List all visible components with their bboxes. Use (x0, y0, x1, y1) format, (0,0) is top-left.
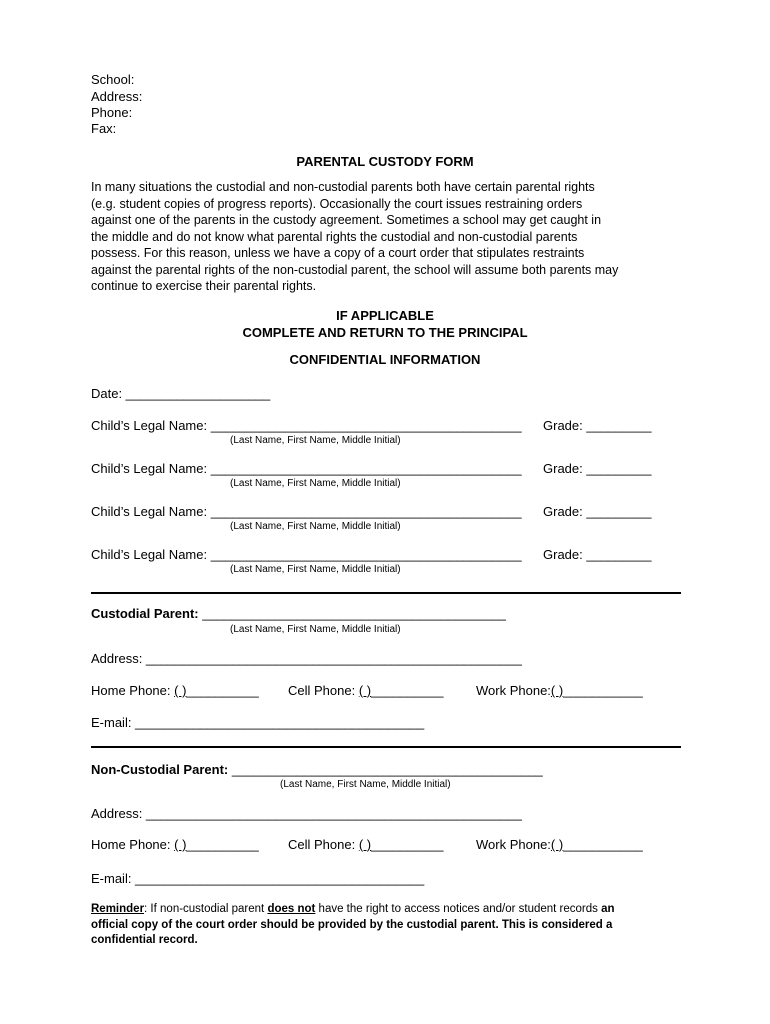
reminder-line-2: official copy of the court order should be provided by the custodial parent. This is considered a (91, 918, 613, 931)
work-phone-area-code[interactable]: ( ) (550, 837, 564, 852)
noncustodial-home-phone-field[interactable] (91, 837, 259, 852)
custodial-parent-line[interactable]: __________________________________________ (202, 606, 506, 621)
reminder-note (91, 902, 681, 949)
reminder-text: : If non-custodial parent (144, 903, 268, 915)
school-label: School: (91, 72, 135, 87)
home-phone-line[interactable]: __________ (186, 683, 259, 698)
work-phone-area-code[interactable]: ( ) (550, 683, 564, 698)
custodial-parent-label: Custodial Parent: (91, 606, 199, 621)
form-title: PARENTAL CUSTODY FORM (296, 154, 474, 169)
noncustodial-work-phone-field[interactable] (476, 837, 643, 852)
custodial-home-phone-field[interactable] (91, 683, 259, 698)
reminder-emphasis: does not (267, 903, 316, 915)
child-grade-field[interactable]: Grade: _________ (543, 504, 652, 519)
intro-paragraph (91, 179, 691, 295)
confidential-heading: CONFIDENTIAL INFORMATION (289, 352, 481, 367)
child-name-hint: (Last Name, First Name, Middle Initial) (230, 564, 401, 575)
reminder-label: Reminder (91, 903, 145, 915)
custodial-cell-phone-field[interactable] (288, 683, 443, 698)
intro-line: (e.g. student copies of progress reports). Occasionally the court issues restraining orders (91, 196, 583, 211)
section-divider (91, 592, 681, 594)
custodial-work-phone-field[interactable] (476, 683, 643, 698)
home-phone-line[interactable]: __________ (186, 837, 259, 852)
noncustodial-parent-row[interactable] (91, 762, 543, 777)
custodial-address-field[interactable]: Address: ____________________________________________________ (91, 651, 522, 666)
child-name-field[interactable]: Child’s Legal Name: ___________________________________________ (91, 418, 522, 433)
work-phone-line[interactable]: ___________ (563, 683, 643, 698)
noncustodial-parent-label: Non-Custodial Parent: (91, 762, 229, 777)
intro-line: against one of the parents in the custody agreement. Sometimes a school may get caught in (91, 213, 602, 227)
date-field[interactable]: Date: ____________________ (91, 386, 271, 401)
custodial-email-field[interactable]: E-mail: ________________________________________ (91, 715, 425, 730)
complete-return-heading: COMPLETE AND RETURN TO THE PRINCIPAL (242, 325, 528, 340)
work-phone-label: Work Phone: (476, 683, 551, 698)
noncustodial-parent-line[interactable]: ___________________________________________ (231, 762, 543, 777)
home-phone-area-code[interactable]: ( ) (174, 683, 187, 698)
child-name-field[interactable]: Child’s Legal Name: ___________________________________________ (91, 461, 522, 476)
section-divider (91, 746, 681, 748)
child-grade-field[interactable]: Grade: _________ (543, 461, 652, 476)
intro-line: continue to exercise their parental rights. (91, 279, 317, 293)
cell-phone-line[interactable]: __________ (371, 683, 444, 698)
intro-line: the middle and do not know what parental rights the custodial and non-custodial parents (91, 229, 578, 244)
child-name-hint: (Last Name, First Name, Middle Initial) (230, 435, 401, 446)
home-phone-label: Home Phone: (91, 683, 171, 698)
noncustodial-email-field[interactable]: E-mail: ________________________________________ (91, 871, 425, 886)
address-label: Address: (91, 89, 143, 104)
work-phone-line[interactable]: ___________ (563, 837, 643, 852)
noncustodial-name-hint: (Last Name, First Name, Middle Initial) (280, 779, 451, 790)
child-name-field[interactable]: Child’s Legal Name: ___________________________________________ (91, 547, 522, 562)
noncustodial-cell-phone-field[interactable] (288, 837, 443, 852)
cell-phone-line[interactable]: __________ (371, 837, 444, 852)
if-applicable-heading: IF APPLICABLE (336, 308, 434, 323)
reminder-bold: an (601, 903, 615, 915)
custodial-parent-row[interactable] (91, 606, 506, 621)
fax-label: Fax: (91, 121, 117, 136)
cell-phone-area-code[interactable]: ( ) (358, 683, 372, 698)
reminder-text: have the right to access notices and/or student records (315, 903, 602, 915)
noncustodial-address-field[interactable]: Address: ____________________________________________________ (91, 806, 522, 821)
reminder-line-3: confidential record. (91, 934, 198, 946)
home-phone-area-code[interactable]: ( ) (174, 837, 187, 852)
child-name-hint: (Last Name, First Name, Middle Initial) (230, 478, 401, 489)
cell-phone-label: Cell Phone: (288, 837, 356, 852)
cell-phone-label: Cell Phone: (288, 683, 356, 698)
work-phone-label: Work Phone: (476, 837, 551, 852)
intro-line: In many situations the custodial and non-custodial parents both have certain parental rights (91, 180, 595, 194)
phone-label: Phone: (91, 105, 133, 120)
cell-phone-area-code[interactable]: ( ) (358, 837, 372, 852)
intro-line: against the parental rights of the non-custodial parent, the school will assume both parents may (91, 262, 619, 277)
custodial-name-hint: (Last Name, First Name, Middle Initial) (230, 624, 401, 635)
intro-line: possess. For this reason, unless we have a copy of a court order that stipulates restraints (91, 246, 585, 260)
home-phone-label: Home Phone: (91, 837, 171, 852)
child-name-field[interactable]: Child’s Legal Name: ___________________________________________ (91, 504, 522, 519)
child-grade-field[interactable]: Grade: _________ (543, 547, 652, 562)
child-grade-field[interactable]: Grade: _________ (543, 418, 652, 433)
child-name-hint: (Last Name, First Name, Middle Initial) (230, 521, 401, 532)
reminder-line-1 (91, 902, 681, 918)
